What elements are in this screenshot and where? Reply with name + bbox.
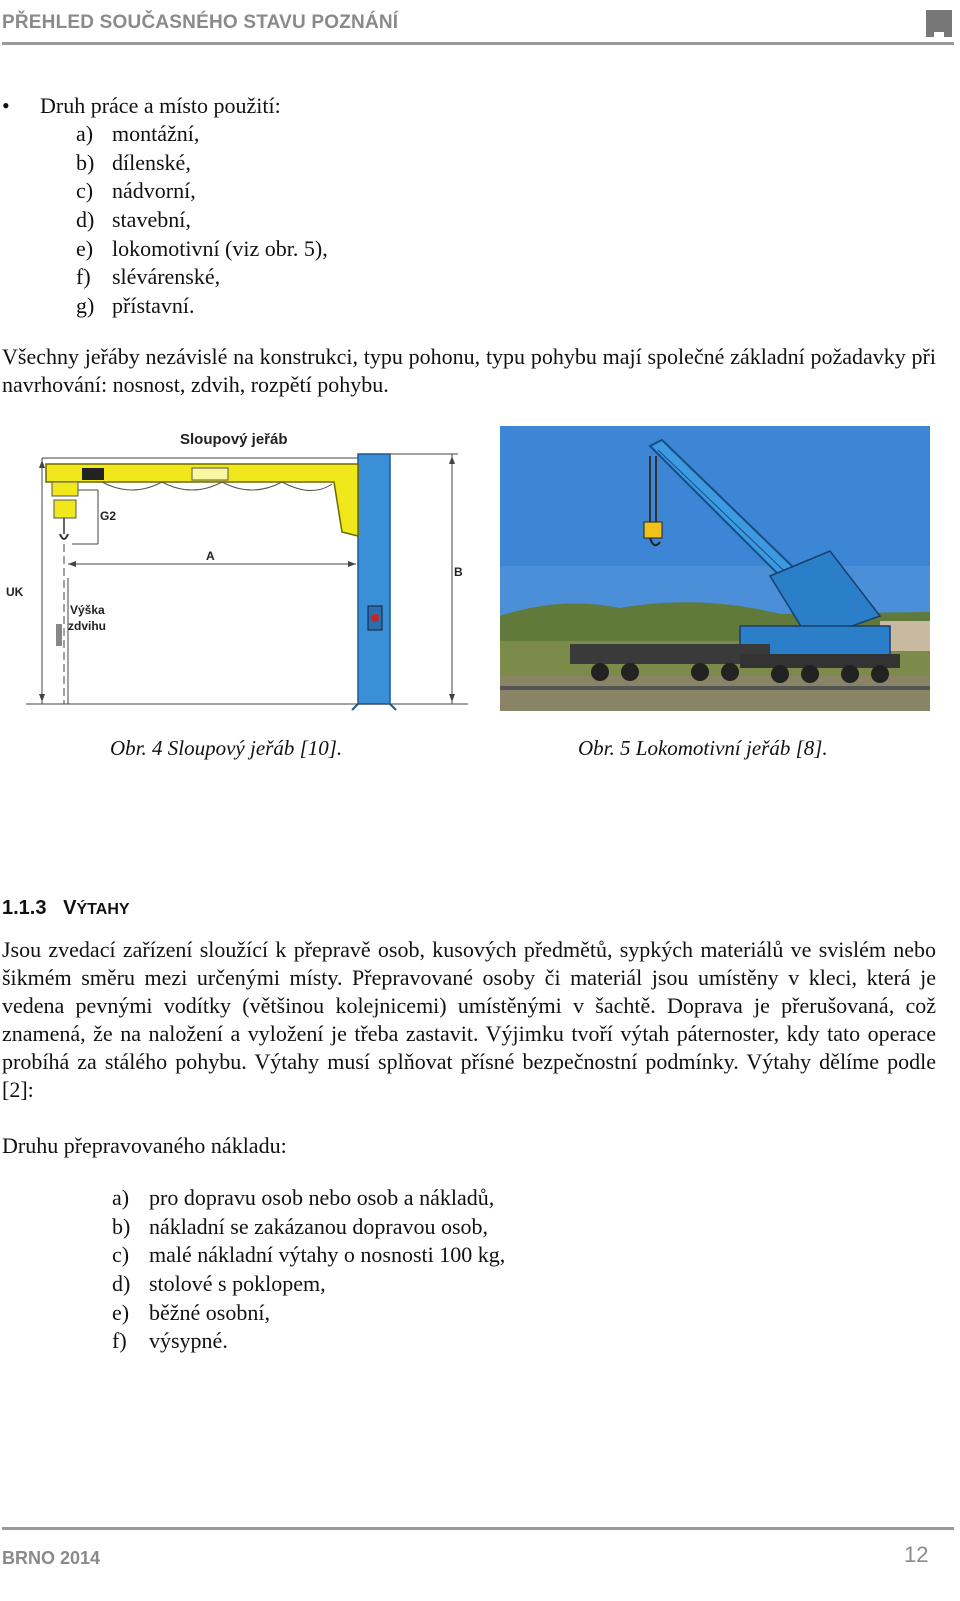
label-uk: UK — [6, 585, 24, 599]
list-label: e) — [76, 235, 94, 261]
list-item — [112, 1213, 505, 1242]
list-text: běžné osobní, — [149, 1299, 270, 1325]
elevator-type-list — [112, 1184, 505, 1356]
list-item — [112, 1241, 505, 1270]
list-text: výsypné. — [149, 1328, 228, 1354]
label-a: A — [206, 549, 215, 563]
section-heading — [2, 897, 130, 920]
list-item — [76, 206, 328, 235]
list-text: malé nákladní výtahy o nosnosti 100 kg, — [149, 1242, 506, 1268]
list-item — [112, 1327, 505, 1356]
list-item — [76, 292, 328, 321]
list-text: stavební, — [112, 207, 191, 233]
bullet-text: Druh práce a místo použití: — [40, 93, 281, 118]
list-text: nákladní se zakázanou dopravou osob, — [149, 1213, 489, 1239]
list-item — [112, 1299, 505, 1328]
page-number: 12 — [904, 1542, 929, 1567]
list-label: c) — [76, 178, 94, 204]
list-item — [76, 263, 328, 292]
list-label: e) — [112, 1299, 130, 1325]
list-text: pro dopravu osob nebo osob a nákladů, — [149, 1185, 495, 1210]
header-rule — [2, 42, 954, 45]
list-text: přístavní. — [112, 293, 195, 319]
list-text: lokomotivní (viz obr. 5), — [112, 235, 328, 261]
jib-crane-diagram — [2, 424, 472, 714]
figure-caption: Obr. 4 Sloupový jeřáb [10]. — [110, 736, 343, 760]
list-label: b) — [112, 1213, 131, 1239]
footer-location: BRNO 2014 — [2, 1548, 101, 1568]
label-lift-height-2: zdvihu — [68, 619, 106, 633]
list-label: a) — [76, 121, 94, 146]
list-item — [76, 149, 328, 178]
paragraph-elevators: Jsou zvedací zařízení sloužící k přepravě osob, kusových předmětů, sypkých materiálů ve svislém nebo šikmém směru mezi určenými místy. Přepravované osoby či materiál jsou umístěny v kleci, která je vedena pevnými vodítky (většinou kolejnicemi) umístěnými v šachtě. Doprava je přerušovaná, což znamená, že na naložení a vyložení je třeba zastavit. Výjimku tvoří výtah páternoster, kdy tato operace probíhá za stálého pohybu. Výtahy musí splňovat přísné bezpečnostní podmínky. Výtahy dělíme podle [2]: — [2, 937, 936, 1102]
bullet-symbol: • — [2, 93, 10, 118]
list-label: b) — [76, 149, 95, 175]
list-item — [112, 1184, 505, 1213]
label-b: B — [454, 565, 463, 579]
label-lift-height-1: Výška — [70, 603, 105, 617]
diagram-title: Sloupový jeřáb — [180, 431, 288, 448]
paragraph-cargo-type: Druhu přepravovaného nákladu: — [2, 1133, 287, 1158]
crane-type-list — [76, 120, 328, 321]
list-label: g) — [76, 293, 95, 319]
figure-caption: Obr. 5 Lokomotivní jeřáb [8]. — [578, 736, 828, 760]
list-text: montážní, — [112, 121, 200, 146]
list-label: d) — [76, 207, 95, 233]
list-item — [76, 177, 328, 206]
locomotive-crane-photo — [500, 426, 930, 711]
list-text: nádvorní, — [112, 178, 196, 204]
list-label: f) — [76, 264, 91, 290]
section-title-rest: ÝTAHY — [76, 901, 130, 918]
running-header: PŘEHLED SOUČASNÉHO STAVU POZNÁNÍ — [2, 12, 399, 33]
list-label: d) — [112, 1271, 131, 1297]
section-number: 1.1.3 — [2, 897, 47, 919]
list-text: dílenské, — [112, 149, 191, 175]
list-item — [76, 120, 328, 149]
section-title-initial: V — [63, 897, 77, 919]
footer-rule — [2, 1527, 954, 1530]
list-item — [112, 1270, 505, 1299]
list-label: a) — [112, 1185, 130, 1210]
list-label: c) — [112, 1242, 130, 1268]
paragraph-requirements: Všechny jeřáby nezávislé na konstrukci, typu pohonu, typu pohybu mají společné základní požadavky při navrhování: nosnost, zdvih, rozpětí pohybu. — [2, 344, 936, 397]
list-item — [76, 235, 328, 264]
list-text: slévárenské, — [112, 264, 221, 290]
university-logo-icon — [922, 4, 956, 38]
label-g2: G2 — [100, 509, 117, 523]
list-label: f) — [112, 1328, 127, 1354]
list-text: stolové s poklopem, — [149, 1271, 326, 1297]
